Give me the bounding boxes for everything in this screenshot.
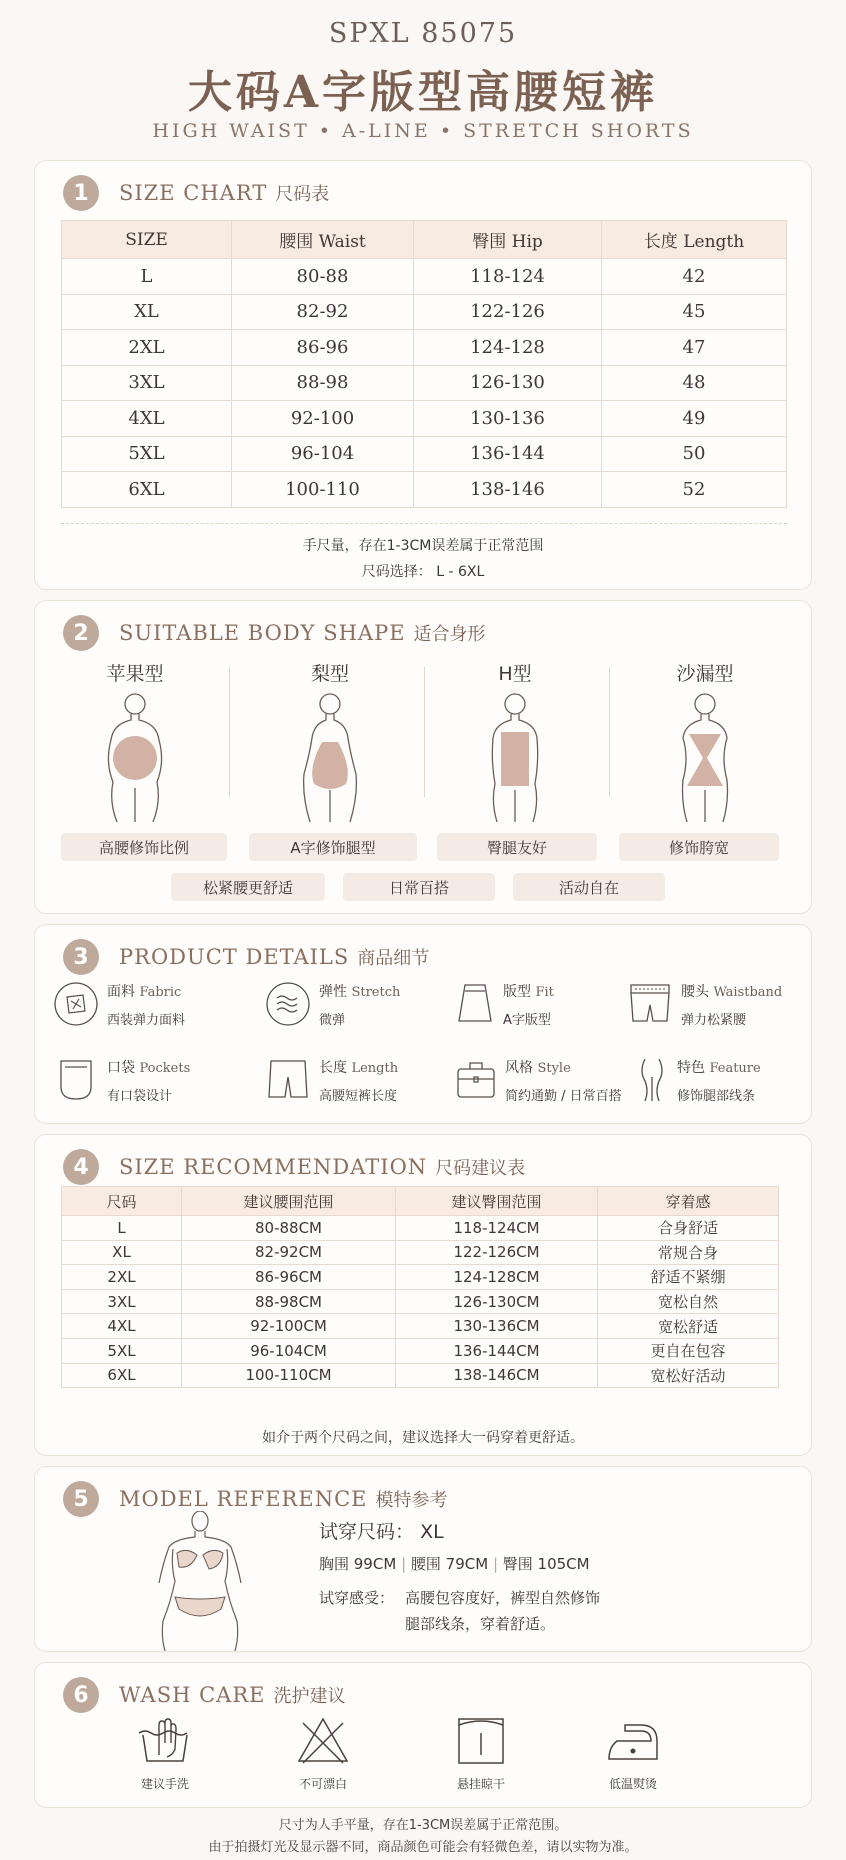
shorts-icon: [265, 1057, 311, 1103]
model-feel-label: 试穿感受：: [319, 1589, 395, 1607]
detail-title: 风格: [505, 1060, 533, 1076]
dashed-divider: [61, 523, 787, 524]
section-title-en: PRODUCT DETAILS: [119, 945, 350, 969]
skirt-icon: [455, 981, 495, 1027]
stretch-icon: [265, 981, 311, 1027]
detail-fabric: [53, 981, 185, 1028]
model-bust: 胸围 99CM: [319, 1555, 397, 1573]
col-header-feel: 穿着感: [598, 1187, 779, 1216]
cell: 3XL: [62, 365, 232, 401]
section-title-cn: 适合身形: [413, 624, 486, 645]
product-title: 大码A字版型高腰短裤: [187, 67, 659, 118]
col-header-hip-range: 建议臀围范围: [396, 1187, 598, 1216]
product-details-card: [34, 924, 812, 1124]
cell: 宽松好活动: [598, 1363, 779, 1388]
detail-title-en: Length: [351, 1061, 399, 1076]
divider: [229, 667, 230, 797]
cell: 47: [602, 330, 787, 366]
section-title-cn: 洗护建议: [273, 1686, 346, 1707]
apple-body-icon: [95, 692, 175, 824]
body-shape-card: [34, 600, 812, 914]
cell: 4XL: [62, 1314, 182, 1339]
cell: 宽松舒适: [598, 1314, 779, 1339]
col-header-hip: 臀围 Hip: [414, 221, 602, 259]
section-title-en: WASH CARE: [119, 1683, 266, 1707]
detail-waistband: [627, 981, 782, 1028]
feature-tag: 臀腿友好: [437, 833, 597, 861]
shape-name: 沙漏型: [676, 663, 734, 685]
shape-name: 梨型: [310, 663, 349, 685]
cell: 124-128CM: [396, 1265, 598, 1290]
section-title-en: SUITABLE BODY SHAPE: [119, 621, 406, 645]
care-label: 建议手洗: [140, 1777, 189, 1791]
cell: 82-92CM: [182, 1240, 396, 1265]
col-header-size: 尺码: [62, 1187, 182, 1216]
table-row: [62, 294, 787, 330]
divider: [609, 667, 610, 797]
section-title-en: SIZE CHART: [119, 181, 268, 205]
shape-apple: [45, 659, 225, 828]
detail-style: [455, 1057, 622, 1104]
detail-title: 口袋: [107, 1060, 135, 1076]
hang-dry-icon: [455, 1715, 507, 1767]
section-header: [63, 1677, 345, 1713]
detail-title-en: Pockets: [139, 1061, 191, 1076]
measurement-note: 手尺量，存在1-3CM误差属于正常范围: [302, 538, 544, 554]
cell: 92-100: [232, 401, 414, 437]
cell: 48: [602, 365, 787, 401]
col-header-length: 长度 Length: [602, 221, 787, 259]
detail-title: 腰头: [681, 984, 709, 1000]
feature-tag: 松紧腰更舒适: [171, 873, 325, 901]
cell: 126-130CM: [396, 1289, 598, 1314]
table-row: [62, 330, 787, 366]
h-body-icon: [475, 692, 555, 824]
model-hip: 臀围 105CM: [502, 1555, 590, 1573]
detail-title: 版型: [503, 984, 531, 1000]
cell: 96-104CM: [182, 1338, 396, 1363]
cell: 118-124CM: [396, 1216, 598, 1241]
hand-wash-icon: [135, 1715, 195, 1767]
size-chart-table: [61, 220, 787, 508]
shape-name: 苹果型: [106, 663, 164, 685]
feature-tag: 日常百搭: [343, 873, 495, 901]
cell: 80-88CM: [182, 1216, 396, 1241]
section-number: 1: [63, 175, 99, 211]
care-label: 不可漂白: [298, 1777, 347, 1791]
section-title-cn: 模特参考: [375, 1490, 448, 1511]
section-title-en: MODEL REFERENCE: [119, 1487, 368, 1511]
detail-value: 西装弹力面料: [107, 1013, 186, 1028]
cell: 3XL: [62, 1289, 182, 1314]
briefcase-icon: [455, 1057, 497, 1103]
cell: 96-104: [232, 436, 414, 472]
table-row: [62, 1289, 779, 1314]
section-header: [63, 1149, 525, 1185]
product-subtitle: HIGH WAIST • A-LINE • STRETCH SHORTS: [152, 120, 694, 142]
cell: 136-144CM: [396, 1338, 598, 1363]
cell: 130-136CM: [396, 1314, 598, 1339]
cell: 86-96CM: [182, 1265, 396, 1290]
cell: 122-126CM: [396, 1240, 598, 1265]
waistband-icon: [627, 981, 673, 1027]
section-number: 4: [63, 1149, 99, 1185]
model-size-label: 试穿尺码：: [319, 1521, 415, 1543]
detail-title-en: Fit: [535, 985, 554, 1000]
care-hand-wash: [95, 1715, 235, 1792]
care-low-iron: [563, 1715, 703, 1792]
table-row: [62, 1265, 779, 1290]
detail-title-en: Feature: [709, 1061, 761, 1076]
cell: 舒适不紧绷: [598, 1265, 779, 1290]
pocket-icon: [53, 1057, 99, 1103]
section-header: [63, 939, 429, 975]
leg-line-icon: [635, 1057, 669, 1103]
col-header-waist: 腰围 Waist: [232, 221, 414, 259]
model-size-value: XL: [420, 1521, 444, 1543]
table-row: [62, 1240, 779, 1265]
section-header: [63, 615, 486, 651]
detail-value: 简约通勤 / 日常百搭: [505, 1089, 622, 1104]
hourglass-body-icon: [665, 692, 745, 824]
detail-title: 弹性: [319, 984, 347, 1000]
cell: 52: [602, 472, 787, 508]
cell: 42: [602, 259, 787, 295]
cell: 5XL: [62, 436, 232, 472]
feature-tag: A字修饰腿型: [249, 833, 417, 861]
shape-hourglass: [615, 659, 795, 828]
cell: 6XL: [62, 472, 232, 508]
cell: XL: [62, 294, 232, 330]
shape-name: H型: [498, 663, 532, 685]
cell: 138-146: [414, 472, 602, 508]
model-waist: 腰围 79CM: [410, 1555, 489, 1573]
care-label: 低温熨烫: [608, 1777, 657, 1791]
cell: 136-144: [414, 436, 602, 472]
section-header: [63, 1481, 447, 1517]
section-number: 5: [63, 1481, 99, 1517]
wash-care-card: [34, 1662, 812, 1808]
detail-pockets: [53, 1057, 190, 1104]
table-header-row: [62, 1187, 779, 1216]
cell: XL: [62, 1240, 182, 1265]
section-title-cn: 商品细节: [357, 948, 430, 969]
detail-value: A字版型: [503, 1013, 551, 1028]
recommendation-table: [61, 1186, 779, 1388]
detail-value: 有口袋设计: [107, 1089, 173, 1104]
care-no-bleach: [253, 1715, 393, 1792]
cell: 118-124: [414, 259, 602, 295]
size-recommendation-card: [34, 1134, 812, 1456]
table-row: [62, 1314, 779, 1339]
cell: 合身舒适: [598, 1216, 779, 1241]
cell: 更自在包容: [598, 1338, 779, 1363]
detail-value: 微弹: [319, 1013, 346, 1028]
model-figure-icon: [145, 1511, 255, 1651]
detail-fit: [455, 981, 554, 1028]
feature-tag: 修饰胯宽: [619, 833, 779, 861]
cell: 100-110: [232, 472, 414, 508]
care-hang-dry: [411, 1715, 551, 1792]
table-row: [62, 365, 787, 401]
detail-feature: [635, 1057, 761, 1104]
cell: 宽松自然: [598, 1289, 779, 1314]
table-row: [62, 401, 787, 437]
section-title-en: SIZE RECOMMENDATION: [119, 1155, 428, 1179]
cell: 138-146CM: [396, 1363, 598, 1388]
section-number: 6: [63, 1677, 99, 1713]
cell: 5XL: [62, 1338, 182, 1363]
detail-value: 弹力松紧腰: [681, 1013, 747, 1028]
detail-value: 修饰腿部线条: [677, 1089, 756, 1104]
model-feel-line2: 腿部线条，穿着舒适。: [405, 1615, 556, 1633]
cell: 130-136: [414, 401, 602, 437]
section-number: 3: [63, 939, 99, 975]
table-row: [62, 1338, 779, 1363]
section-header: [63, 175, 329, 211]
cell: 2XL: [62, 1265, 182, 1290]
detail-title: 特色: [677, 1060, 705, 1076]
table-row: [62, 1216, 779, 1241]
no-bleach-icon: [295, 1715, 351, 1767]
section-title-cn: 尺码表: [275, 184, 330, 205]
size-chart-card: [34, 160, 812, 590]
detail-title-en: Style: [537, 1061, 571, 1076]
cell: 50: [602, 436, 787, 472]
detail-title-en: Fabric: [139, 985, 182, 1000]
cell: 88-98: [232, 365, 414, 401]
detail-title: 面料: [107, 984, 135, 1000]
cell: 80-88: [232, 259, 414, 295]
cell: L: [62, 1216, 182, 1241]
cell: 86-96: [232, 330, 414, 366]
product-code: SPXL 85075: [328, 18, 518, 49]
model-measurements: 胸围 99CM | 腰围 79CM | 臀围 105CM: [319, 1555, 590, 1573]
model-size-line: [319, 1517, 444, 1544]
cell: 82-92: [232, 294, 414, 330]
cell: 92-100CM: [182, 1314, 396, 1339]
col-header-size: SIZE: [62, 221, 232, 259]
detail-title: 长度: [319, 1060, 347, 1076]
cell: 45: [602, 294, 787, 330]
cell: 2XL: [62, 330, 232, 366]
table-row: [62, 1363, 779, 1388]
col-header-waist-range: 建议腰围范围: [182, 1187, 396, 1216]
table-row: [62, 436, 787, 472]
shape-pear: [240, 659, 420, 828]
cell: 124-128: [414, 330, 602, 366]
cell: 常规合身: [598, 1240, 779, 1265]
detail-value: 高腰短裤长度: [319, 1089, 398, 1104]
feature-tag: 高腰修饰比例: [61, 833, 227, 861]
cell: 126-130: [414, 365, 602, 401]
pear-body-icon: [290, 692, 370, 824]
table-header-row: [62, 221, 787, 259]
cell: L: [62, 259, 232, 295]
shape-h: [425, 659, 605, 828]
size-range-note: 尺码选择： L - 6XL: [361, 564, 485, 580]
section-number: 2: [63, 615, 99, 651]
table-row: [62, 259, 787, 295]
detail-stretch: [265, 981, 400, 1028]
cell: 100-110CM: [182, 1363, 396, 1388]
model-reference-card: [34, 1466, 812, 1652]
cell: 88-98CM: [182, 1289, 396, 1314]
feature-tag: 活动自在: [513, 873, 665, 901]
care-label: 悬挂晾干: [456, 1777, 505, 1791]
detail-title-en: Waistband: [713, 985, 783, 1000]
table-row: [62, 472, 787, 508]
size-advice-note: 如介于两个尺码之间，建议选择大一码穿着更舒适。: [262, 1430, 584, 1446]
cell: 49: [602, 401, 787, 437]
footer-note-1: 尺寸为人手平量，存在1-3CM误差属于正常范围。: [278, 1818, 568, 1833]
cell: 4XL: [62, 401, 232, 437]
cell: 6XL: [62, 1363, 182, 1388]
model-feel-line1: 高腰包容度好，裤型自然修饰: [405, 1589, 601, 1607]
detail-length: [265, 1057, 398, 1104]
cell: 122-126: [414, 294, 602, 330]
fabric-icon: [53, 981, 99, 1027]
section-title-cn: 尺码建议表: [435, 1158, 526, 1179]
detail-title-en: Stretch: [351, 985, 401, 1000]
iron-icon: [603, 1715, 663, 1767]
footer-note-2: 由于拍摄灯光及显示器不同，商品颜色可能会有轻微色差，请以实物为准。: [208, 1840, 638, 1855]
